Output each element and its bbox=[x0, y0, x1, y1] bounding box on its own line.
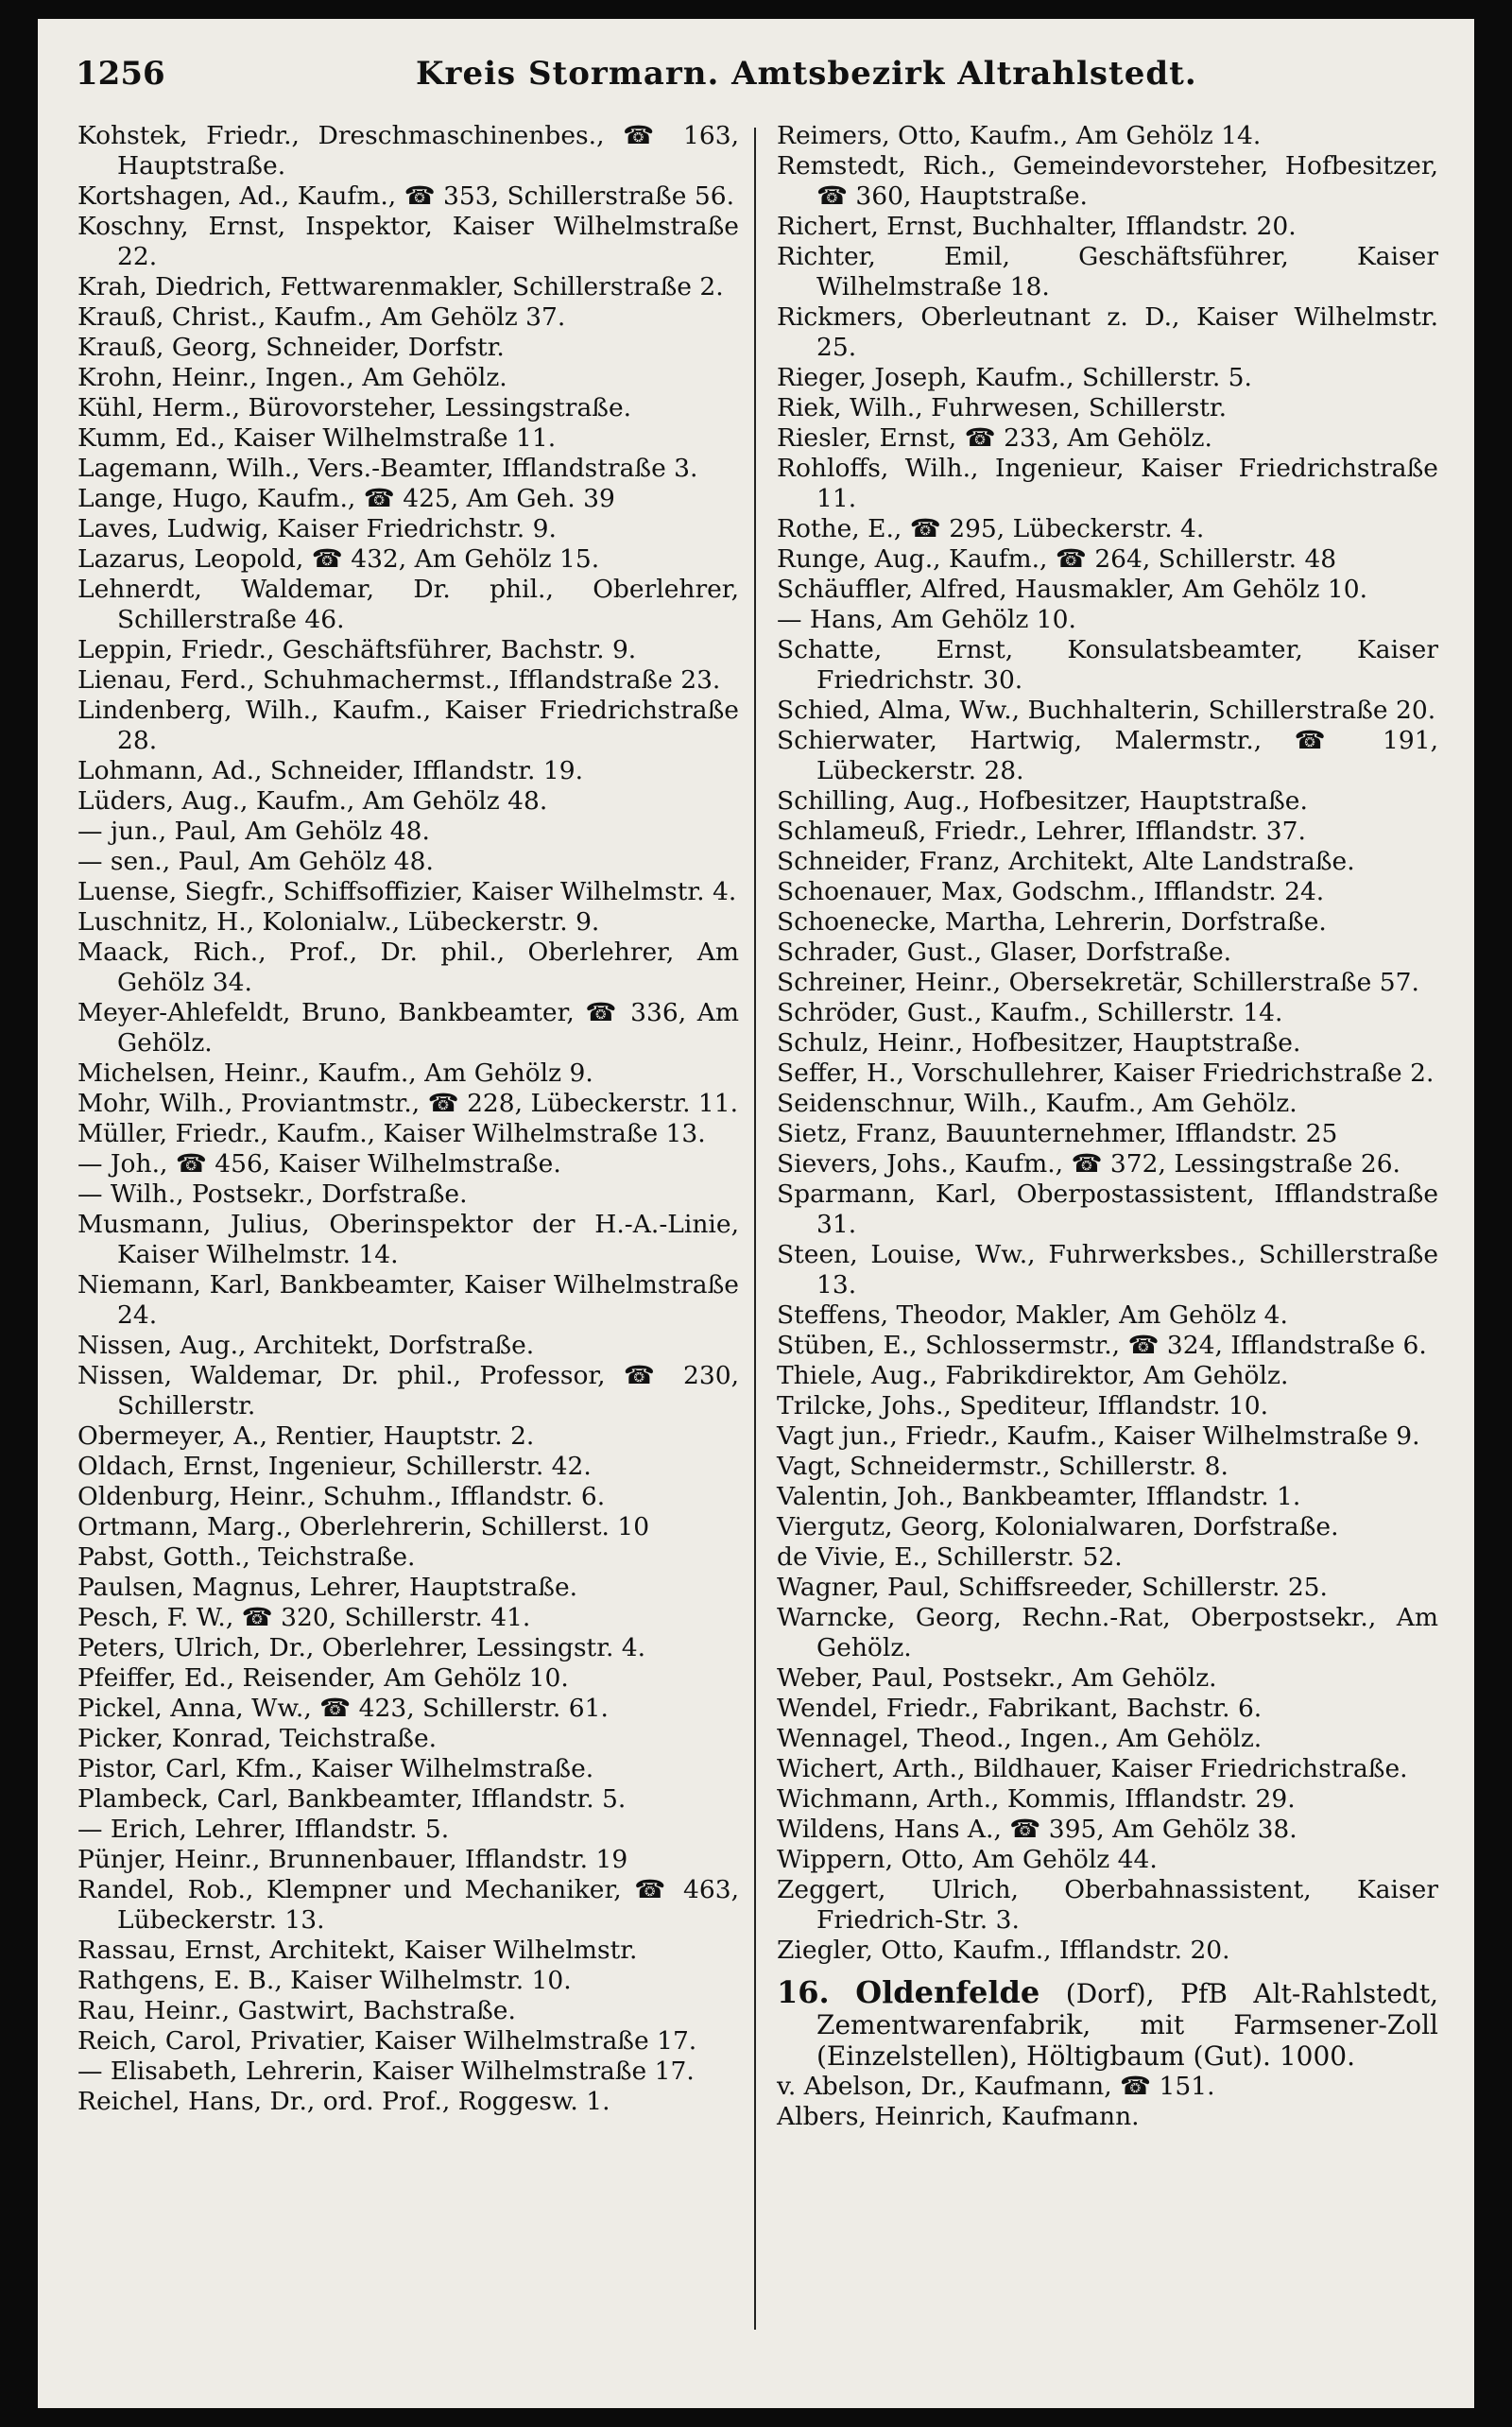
directory-entry: Musmann, Julius, Oberinspektor der H.-A.-Linie, Kaiser Wilhelmstr. 14. bbox=[77, 1210, 739, 1269]
directory-entry: Wennagel, Theod., Ingen., Am Gehölz. bbox=[777, 1724, 1263, 1753]
directory-page bbox=[38, 19, 1474, 2408]
directory-entry: Thiele, Aug., Fabrikdirektor, Am Gehölz. bbox=[777, 1361, 1289, 1390]
directory-entry: Rohloffs, Wilh., Ingenieur, Kaiser Friedrichstraße 11. bbox=[777, 454, 1438, 513]
directory-entry: Luense, Siegfr., Schiffsoffizier, Kaiser Wilhelmstr. 4. bbox=[77, 877, 737, 906]
directory-entry: Rathgens, E. B., Kaiser Wilhelmstr. 10. bbox=[77, 1966, 572, 1995]
directory-entry: Ortmann, Marg., Oberlehrerin, Schillerst. 10 bbox=[77, 1512, 650, 1541]
directory-entry: Plambeck, Carl, Bankbeamter, Ifflandstr. 5. bbox=[77, 1784, 627, 1814]
directory-entry: Sparmann, Karl, Oberpostassistent, Ifflandstraße 31. bbox=[777, 1179, 1438, 1239]
directory-entry: Kortshagen, Ad., Kaufm., ☎ 353, Schillerstraße 56. bbox=[77, 181, 734, 211]
section-number: 16. bbox=[777, 1974, 830, 2010]
directory-entry: Lienau, Ferd., Schuhmachermst., Ifflandstraße 23. bbox=[77, 665, 721, 695]
directory-entry: Schneider, Franz, Architekt, Alte Landstraße. bbox=[777, 847, 1355, 876]
directory-entry: Oldenburg, Heinr., Schuhm., Ifflandstr. 6. bbox=[77, 1482, 606, 1511]
directory-entry: — Wilh., Postsekr., Dorfstraße. bbox=[77, 1179, 468, 1209]
directory-entry: Reichel, Hans, Dr., ord. Prof., Roggesw. 1. bbox=[77, 2087, 610, 2116]
directory-entry: Peters, Ulrich, Dr., Oberlehrer, Lessingstr. 4. bbox=[77, 1633, 646, 1662]
directory-entry: Lange, Hugo, Kaufm., ☎ 425, Am Geh. 39 bbox=[77, 484, 615, 513]
directory-entry: Wagner, Paul, Schiffsreeder, Schillerstr. 25. bbox=[777, 1573, 1328, 1602]
directory-entry: Pickel, Anna, Ww., ☎ 423, Schillerstr. 61. bbox=[77, 1694, 609, 1723]
directory-entry: Wichert, Arth., Bildhauer, Kaiser Friedrichstraße. bbox=[777, 1754, 1408, 1783]
directory-entry: — Hans, Am Gehölz 10. bbox=[777, 605, 1076, 634]
directory-entry: — Elisabeth, Lehrerin, Kaiser Wilhelmstraße 17. bbox=[77, 2057, 695, 2086]
page-number: 1256 bbox=[76, 55, 165, 93]
directory-entry: Steffens, Theodor, Makler, Am Gehölz 4. bbox=[777, 1300, 1288, 1330]
directory-entry: Rassau, Ernst, Architekt, Kaiser Wilhelmstr. bbox=[77, 1936, 638, 1965]
directory-entry: Pesch, F. W., ☎ 320, Schillerstr. 41. bbox=[77, 1603, 531, 1632]
running-title: Kreis Stormarn. Amtsbezirk Altrahlstedt. bbox=[416, 55, 1197, 93]
directory-entry: Reich, Carol, Privatier, Kaiser Wilhelmstraße 17. bbox=[77, 2026, 697, 2056]
directory-entry: Sietz, Franz, Bauunternehmer, Ifflandstr. 25 bbox=[777, 1119, 1338, 1148]
directory-entry: Kühl, Herm., Bürovorsteher, Lessingstraße. bbox=[77, 393, 632, 422]
directory-entry: Pünjer, Heinr., Brunnenbauer, Ifflandstr. 19 bbox=[77, 1845, 628, 1874]
directory-entry: Krohn, Heinr., Ingen., Am Gehölz. bbox=[77, 363, 507, 392]
directory-entry: — Erich, Lehrer, Ifflandstr. 5. bbox=[77, 1815, 450, 1844]
directory-entry: Krauß, Georg, Schneider, Dorfstr. bbox=[77, 333, 505, 362]
directory-entry: Leppin, Friedr., Geschäftsführer, Bachstr. 9. bbox=[77, 635, 637, 664]
directory-entry: Maack, Rich., Prof., Dr. phil., Oberlehrer, Am Gehölz 34. bbox=[77, 938, 739, 997]
directory-entry: Schoenecke, Martha, Lehrerin, Dorfstraße. bbox=[777, 907, 1327, 937]
directory-entry: Schrader, Gust., Glaser, Dorfstraße. bbox=[777, 938, 1232, 967]
directory-entry: Albers, Heinrich, Kaufmann. bbox=[777, 2102, 1140, 2131]
directory-entry: Schlameuß, Friedr., Lehrer, Ifflandstr. 37. bbox=[777, 817, 1306, 846]
directory-entry: Lazarus, Leopold, ☎ 432, Am Gehölz 15. bbox=[77, 544, 600, 574]
directory-entry: Riesler, Ernst, ☎ 233, Am Gehölz. bbox=[777, 423, 1212, 453]
directory-entry: Schied, Alma, Ww., Buchhalterin, Schillerstraße 20. bbox=[777, 696, 1436, 725]
section-description: (Dorf), PfB Alt-Rahlstedt, Zementwarenfabrik, mit Farmsener-Zoll (Einzelstellen), Höltigbaum (Gut). 1000. bbox=[816, 1978, 1438, 2072]
directory-entry: — Joh., ☎ 456, Kaiser Wilhelmstraße. bbox=[77, 1149, 561, 1179]
directory-entry: Wendel, Friedr., Fabrikant, Bachstr. 6. bbox=[777, 1694, 1263, 1723]
directory-entry: Kumm, Ed., Kaiser Wilhelmstraße 11. bbox=[77, 423, 557, 453]
directory-entry: Valentin, Joh., Bankbeamter, Ifflandstr. 1. bbox=[777, 1482, 1301, 1511]
right-column bbox=[777, 121, 1438, 2132]
directory-entry: Richert, Ernst, Buchhalter, Ifflandstr. 20. bbox=[777, 212, 1297, 241]
directory-entry: Remstedt, Rich., Gemeindevorsteher, Hofbesitzer, ☎ 360, Hauptstraße. bbox=[777, 151, 1438, 211]
directory-entry: Michelsen, Heinr., Kaufm., Am Gehölz 9. bbox=[77, 1059, 593, 1088]
directory-entry: Oldach, Ernst, Ingenieur, Schillerstr. 42. bbox=[77, 1452, 592, 1481]
directory-entry: Lüders, Aug., Kaufm., Am Gehölz 48. bbox=[77, 786, 548, 816]
directory-entry: Luschnitz, H., Kolonialw., Lübeckerstr. 9. bbox=[77, 907, 600, 937]
directory-entry: Kohstek, Friedr., Dreschmaschinenbes., ☎ 163, Hauptstraße. bbox=[77, 121, 739, 181]
directory-entry: — jun., Paul, Am Gehölz 48. bbox=[77, 817, 430, 846]
directory-entry: Vagt jun., Friedr., Kaufm., Kaiser Wilhelmstraße 9. bbox=[777, 1421, 1420, 1451]
left-column bbox=[77, 121, 739, 2117]
directory-entry: Warncke, Georg, Rechn.-Rat, Oberpostsekr., Am Gehölz. bbox=[777, 1603, 1438, 1662]
directory-entry: Riek, Wilh., Fuhrwesen, Schillerstr. bbox=[777, 393, 1228, 422]
directory-entry: Lagemann, Wilh., Vers.-Beamter, Ifflandstraße 3. bbox=[77, 454, 698, 483]
directory-entry: Schilling, Aug., Hofbesitzer, Hauptstraße. bbox=[777, 786, 1308, 816]
directory-entry: Vagt, Schneidermstr., Schillerstr. 8. bbox=[777, 1452, 1228, 1481]
directory-entry: Viergutz, Georg, Kolonialwaren, Dorfstraße. bbox=[777, 1512, 1339, 1541]
directory-entry: Rau, Heinr., Gastwirt, Bachstraße. bbox=[77, 1996, 516, 2025]
directory-entry: Reimers, Otto, Kaufm., Am Gehölz 14. bbox=[777, 121, 1262, 150]
directory-entry: Krah, Diedrich, Fettwarenmakler, Schillerstraße 2. bbox=[77, 272, 724, 301]
directory-entry: Wichmann, Arth., Kommis, Ifflandstr. 29. bbox=[777, 1784, 1296, 1814]
directory-entry: Pistor, Carl, Kfm., Kaiser Wilhelmstraße. bbox=[77, 1754, 594, 1783]
directory-entry: Laves, Ludwig, Kaiser Friedrichstr. 9. bbox=[77, 514, 557, 543]
directory-entry: Stüben, E., Schlossermstr., ☎ 324, Ifflandstraße 6. bbox=[777, 1331, 1427, 1360]
directory-entry: — sen., Paul, Am Gehölz 48. bbox=[77, 847, 434, 876]
directory-entry: Lindenberg, Wilh., Kaufm., Kaiser Friedrichstraße 28. bbox=[77, 696, 739, 755]
directory-entry: Trilcke, Johs., Spediteur, Ifflandstr. 10. bbox=[777, 1391, 1269, 1420]
directory-entry: Obermeyer, A., Rentier, Hauptstr. 2. bbox=[77, 1421, 535, 1451]
directory-entry: Rothe, E., ☎ 295, Lübeckerstr. 4. bbox=[777, 514, 1205, 543]
directory-entry: Lohmann, Ad., Schneider, Ifflandstr. 19. bbox=[77, 756, 584, 785]
directory-entry: Schreiner, Heinr., Obersekretär, Schillerstraße 57. bbox=[777, 968, 1419, 997]
directory-entry: Koschny, Ernst, Inspektor, Kaiser Wilhelmstraße 22. bbox=[77, 212, 739, 271]
directory-entry: Müller, Friedr., Kaufm., Kaiser Wilhelmstraße 13. bbox=[77, 1119, 706, 1148]
directory-entry: Wippern, Otto, Am Gehölz 44. bbox=[777, 1845, 1158, 1874]
directory-entry: Zeggert, Ulrich, Oberbahnassistent, Kaiser Friedrich-Str. 3. bbox=[777, 1875, 1438, 1935]
directory-entry: Steen, Louise, Ww., Fuhrwerksbes., Schillerstraße 13. bbox=[777, 1240, 1438, 1300]
directory-entry: Pfeiffer, Ed., Reisender, Am Gehölz 10. bbox=[77, 1663, 569, 1693]
directory-entry: Mohr, Wilh., Proviantmstr., ☎ 228, Lübeckerstr. 11. bbox=[77, 1089, 739, 1118]
directory-entry: Niemann, Karl, Bankbeamter, Kaiser Wilhelmstraße 24. bbox=[77, 1270, 739, 1330]
section-name: Oldenfelde bbox=[855, 1974, 1040, 2010]
section-heading bbox=[777, 1974, 1438, 2072]
directory-entry: Randel, Rob., Klempner und Mechaniker, ☎ 463, Lübeckerstr. 13. bbox=[77, 1875, 739, 1935]
directory-entry: Pabst, Gotth., Teichstraße. bbox=[77, 1542, 416, 1572]
directory-entry: Runge, Aug., Kaufm., ☎ 264, Schillerstr. 48 bbox=[777, 544, 1337, 574]
directory-entry: Schoenauer, Max, Godschm., Ifflandstr. 24. bbox=[777, 877, 1325, 906]
directory-entry: Sievers, Johs., Kaufm., ☎ 372, Lessingstraße 26. bbox=[777, 1149, 1400, 1179]
directory-entry: Schulz, Heinr., Hofbesitzer, Hauptstraße. bbox=[777, 1028, 1301, 1058]
directory-entry: Paulsen, Magnus, Lehrer, Hauptstraße. bbox=[77, 1573, 578, 1602]
directory-entry: de Vivie, E., Schillerstr. 52. bbox=[777, 1542, 1123, 1572]
directory-entry: Wildens, Hans A., ☎ 395, Am Gehölz 38. bbox=[777, 1815, 1297, 1844]
directory-entry: Nissen, Waldemar, Dr. phil., Professor, ☎ 230, Schillerstr. bbox=[77, 1361, 739, 1420]
directory-entry: Weber, Paul, Postsekr., Am Gehölz. bbox=[777, 1663, 1217, 1693]
directory-entry: Seidenschnur, Wilh., Kaufm., Am Gehölz. bbox=[777, 1089, 1297, 1118]
directory-entry: Rickmers, Oberleutnant z. D., Kaiser Wilhelmstr. 25. bbox=[777, 302, 1438, 362]
page-header bbox=[76, 47, 1436, 113]
directory-entry: Rieger, Joseph, Kaufm., Schillerstr. 5. bbox=[777, 363, 1252, 392]
directory-entry: Meyer-Ahlefeldt, Bruno, Bankbeamter, ☎ 336, Am Gehölz. bbox=[77, 998, 739, 1058]
directory-entry: Schierwater, Hartwig, Malermstr., ☎ 191, Lübeckerstr. 28. bbox=[777, 726, 1438, 785]
directory-entry: Picker, Konrad, Teichstraße. bbox=[77, 1724, 438, 1753]
directory-entry: Schäuffler, Alfred, Hausmakler, Am Gehölz 10. bbox=[777, 575, 1367, 604]
directory-entry: Lehnerdt, Waldemar, Dr. phil., Oberlehrer, Schillerstraße 46. bbox=[77, 575, 739, 634]
directory-entry: Krauß, Christ., Kaufm., Am Gehölz 37. bbox=[77, 302, 566, 332]
directory-entry: Schröder, Gust., Kaufm., Schillerstr. 14. bbox=[777, 998, 1283, 1027]
directory-entry: Ziegler, Otto, Kaufm., Ifflandstr. 20. bbox=[777, 1936, 1230, 1965]
column-divider bbox=[754, 128, 756, 2330]
directory-entry: v. Abelson, Dr., Kaufmann, ☎ 151. bbox=[777, 2072, 1215, 2101]
directory-entry: Seffer, H., Vorschullehrer, Kaiser Friedrichstraße 2. bbox=[777, 1059, 1435, 1088]
directory-entry: Nissen, Aug., Architekt, Dorfstraße. bbox=[77, 1331, 535, 1360]
directory-entry: Richter, Emil, Geschäftsführer, Kaiser Wilhelmstraße 18. bbox=[777, 242, 1438, 301]
directory-entry: Schatte, Ernst, Konsulatsbeamter, Kaiser Friedrichstr. 30. bbox=[777, 635, 1438, 695]
